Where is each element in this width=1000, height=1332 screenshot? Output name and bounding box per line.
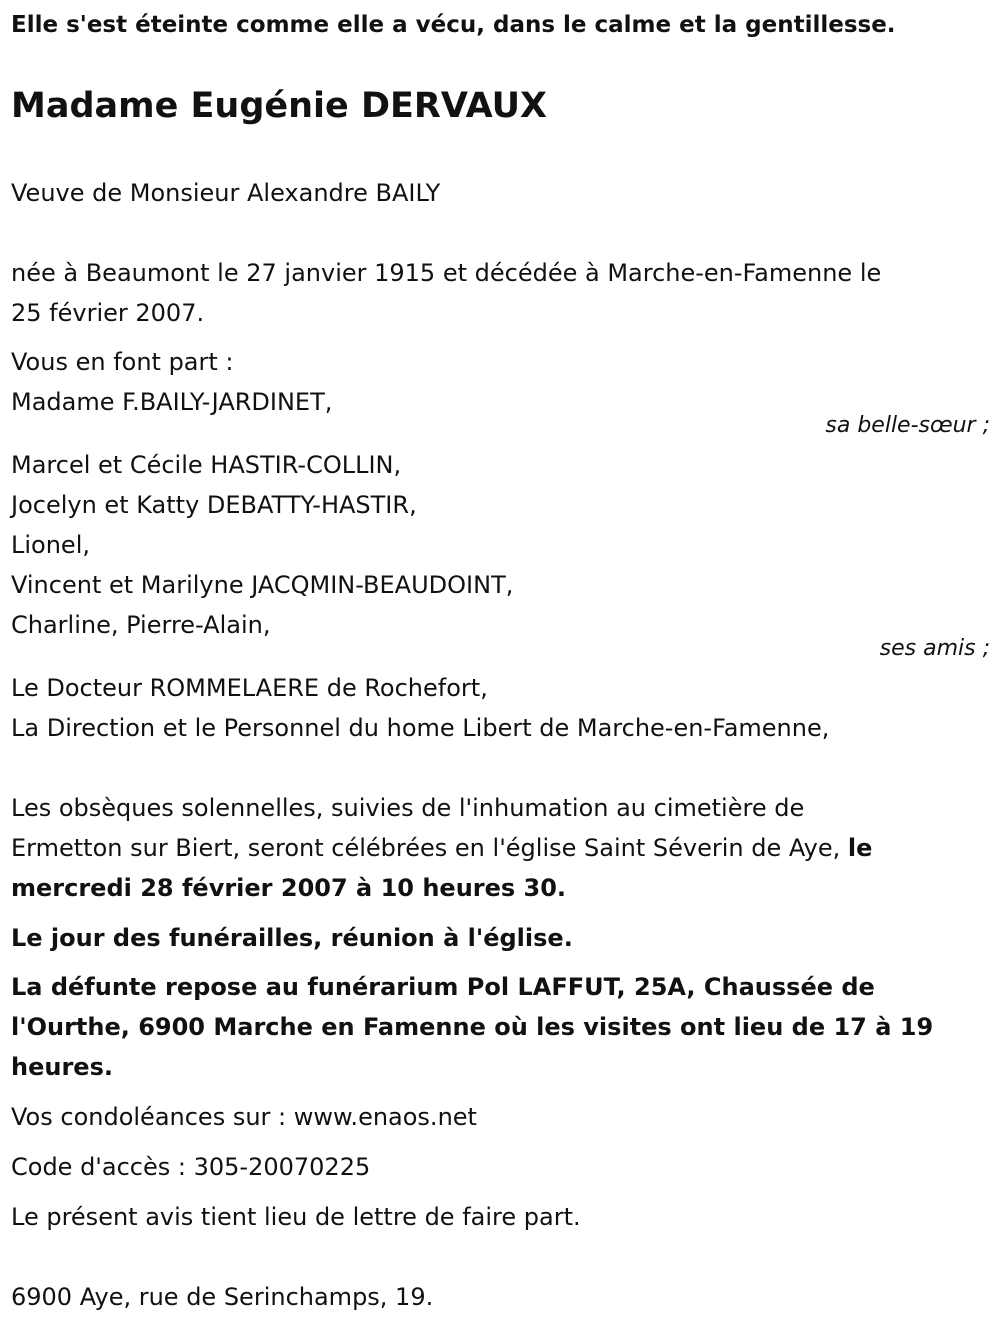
address: 6900 Aye, rue de Serinchamps, 19. <box>11 1283 434 1311</box>
tagline: Elle s'est éteinte comme elle a vécu, dans le calme et la gentillesse. <box>11 12 896 38</box>
gathering-note: Le jour des funérailles, réunion à l'église. <box>11 924 573 952</box>
funeral-home-line-1: La défunte repose au funérarium Pol LAFFUT, 25A, Chaussée de <box>11 973 875 1001</box>
deceased-name: Madame Eugénie DERVAUX <box>11 86 548 126</box>
birth-death-line-1: née à Beaumont le 27 janvier 1915 et décédée à Marche-en-Famenne le <box>11 259 882 287</box>
funeral-home-line-3: heures. <box>11 1053 113 1081</box>
funeral-home-line-2: l'Ourthe, 6900 Marche en Famenne où les visites ont lieu de 17 à 19 <box>11 1013 934 1041</box>
announcer-member: Madame F.BAILY-JARDINET, <box>11 388 333 416</box>
relation-label: ses amis ; <box>879 636 990 661</box>
announcer-member: Lionel, <box>11 531 90 559</box>
announcer-member: Charline, Pierre-Alain, <box>11 611 271 639</box>
announcers-intro: Vous en font part : <box>11 348 234 376</box>
widow-of: Veuve de Monsieur Alexandre BAILY <box>11 179 441 207</box>
notice-statement: Le présent avis tient lieu de lettre de faire part. <box>11 1203 581 1231</box>
ceremony-date: mercredi 28 février 2007 à 10 heures 30. <box>11 874 567 902</box>
ceremony-line-1: Les obsèques solennelles, suivies de l'inhumation au cimetière de <box>11 794 805 822</box>
condolences-line: Vos condoléances sur : www.enaos.net <box>11 1103 477 1131</box>
announcer-member: Vincent et Marilyne JACQMIN-BEAUDOINT, <box>11 571 514 599</box>
ceremony-line-2 <box>11 828 872 868</box>
announcer-member: Jocelyn et Katty DEBATTY-HASTIR, <box>11 491 417 519</box>
relation-label: sa belle-sœur ; <box>825 413 990 438</box>
announcer-member: Le Docteur ROMMELAERE de Rochefort, <box>11 674 488 702</box>
birth-death-line-2: 25 février 2007. <box>11 299 205 327</box>
access-code: Code d'accès : 305-20070225 <box>11 1153 371 1181</box>
announcer-member: La Direction et le Personnel du home Libert de Marche-en-Famenne, <box>11 714 830 742</box>
ceremony-line-2-text: Ermetton sur Biert, seront célébrées en l'église Saint Séverin de Aye, <box>11 834 848 862</box>
ceremony-line-2-bold: le <box>847 834 873 862</box>
announcer-member: Marcel et Cécile HASTIR-COLLIN, <box>11 451 402 479</box>
